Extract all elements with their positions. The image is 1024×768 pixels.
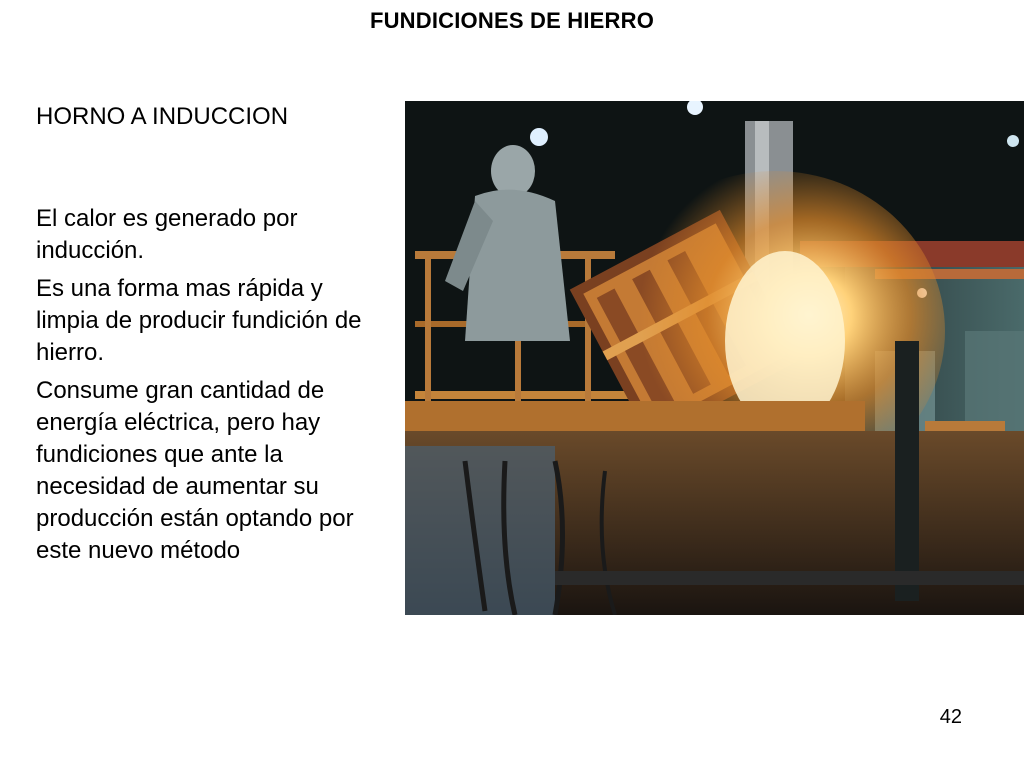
slide-body [36,203,376,573]
paragraph-fast-clean: Es una forma mas rápida y limpia de producir fundición de hierro. [36,275,362,366]
page-number: 42 [939,706,962,728]
slide-title: FUNDICIONES DE HIERRO [369,8,655,33]
furnace-photo [405,101,1024,615]
slide-subtitle: HORNO A INDUCCION [36,103,289,130]
furnace-photo-illustration [405,101,1024,615]
paragraph-energy-consumption: Consume gran cantidad de energía eléctrica, pero hay fundiciones que ante la necesidad de aumentar su producción están optando por este nuevo método [36,377,354,564]
paragraph-heat-generation: El calor es generado por inducción. [36,205,298,264]
